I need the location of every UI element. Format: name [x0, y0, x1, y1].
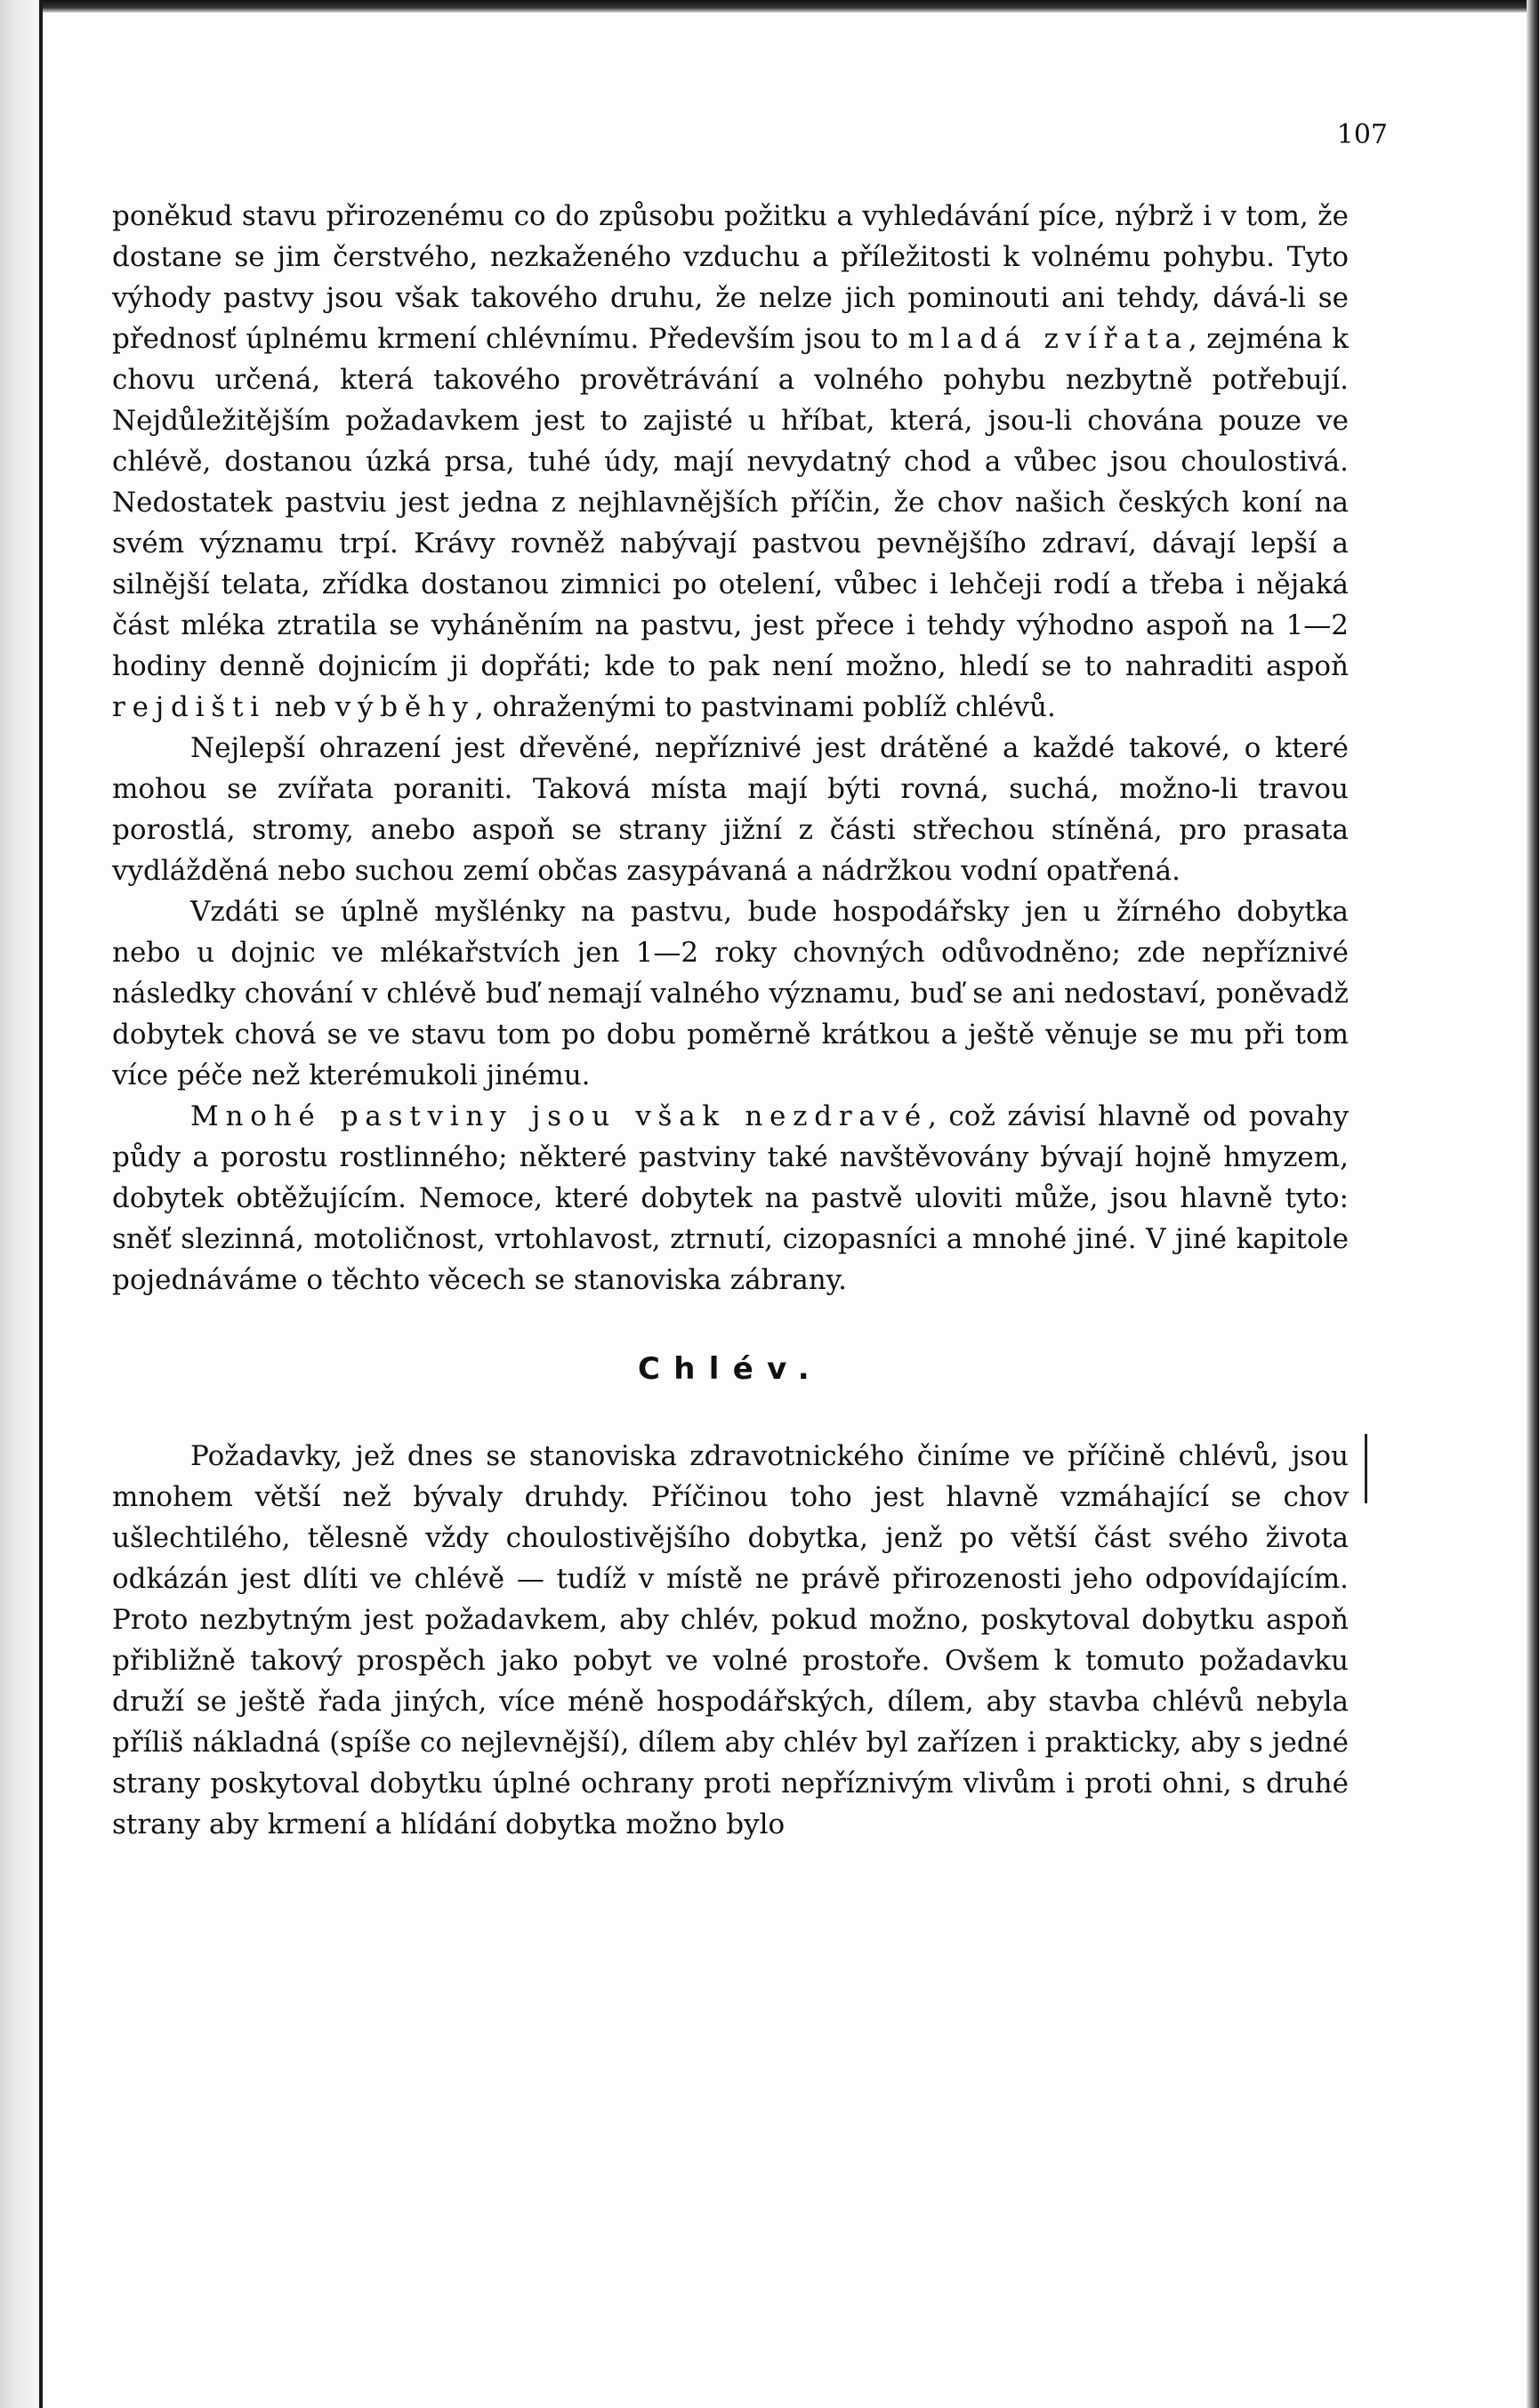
paragraph-1-rest: , zejména k chovu určená, která takového provětrávání a volného pohybu nezbytně potřebují. Nejdůležitějším požadavkem jest to zajisté u hříbat, která, jsou-li chována pouze ve chlévě, dostanou úzká prsa, tuhé údy, mají nevydatný chod a vůbec jsou choulostivá. Nedostatek pastviu jest jedna z nejhlavnějších příčin, že chov našich českých koní na svém významu trpí. Krávy rovněž nabývají pastvou pevnějšího zdraví, dávají lepší a silnější telata, zřídka dostanou zimnici po otelení, vůbec i lehčeji rodí a třeba i nějaká část mléka ztratila se vyháněním na pastvu, jest přece i tehdy výhodno aspoň na 1—2 hodiny denně dojnicím ji dopřáti; kde to pak není možno, hledí se to nahraditi aspoň	[112, 323, 1350, 682]
paragraph-4	[112, 1096, 1349, 1301]
paragraph-4-rest: , což závisí hlavně od povahy půdy a porostu rostlinného; některé pastviny také navštěvovány bývají hojně hmyzem, dobytek obtěžujícím. Nemoce, které dobytek na pastvě uloviti může, jsou hlavně tyto: sněť slezinná, motoličnost, vrtohlavost, ztrnutí, cizopasníci a mnohé jiné. V jiné kapitole pojednáváme o těchto věcech se stanoviska zábrany.	[112, 1100, 1349, 1296]
paragraph-5: Požadavky, jež dnes se stanoviska zdravotnického činíme ve příčině chlévů, jsou mnohem větší než bývaly druhdy. Příčinou toho jest hlavně vzmáhající se chov ušlechtilého, tělesně vždy choulostivějšího dobytka, jenž po větší část svého života odkázán jest dlíti ve chlévě — tudíž v místě ne právě přirozenosti jeho odpovídajícím. Proto nezbytným jest požadavkem, aby chlév, pokud možno, poskytoval dobytku aspoň přibližně takový prospěch jako pobyt ve volné prostoře. Ovšem k tomuto požadavku druží se ještě řada jiných, více méně hospodářských, dílem, aby stavba chlévů nebyla příliš nákladná (spíše co nejlevnější), dílem aby chlév byl zařízen i prakticky, aby s jedné strany poskytoval dobytku úplné ochrany proti nepříznivým vlivům i proti ohni, s druhé strany aby krmení a hlídání dobytka možno bylo	[112, 1440, 1349, 1840]
paragraph-1-end: , ohraženými to pastvinami poblíž chlévů.	[474, 691, 1056, 723]
scan-top-edge	[0, 0, 1539, 12]
emphasis-mlada-zvirata: mladá zvířata	[907, 323, 1188, 355]
paragraph-1	[112, 196, 1349, 728]
paragraph-2: Nejlepší ohrazení jest dřevěné, nepříznivé jest drátěné a každé takové, o které mohou se zvířata poraniti. Taková místa mají býti rovná, suchá, možno-li travou porostlá, stromy, anebo aspoň se strany jižní z části střechou stíněná, pro prasata vydlážděná nebo suchou zemí občas zasypávaná a nádržkou vodní opatřená.	[112, 732, 1349, 887]
paragraph-3: Vzdáti se úplně myšlénky na pastvu, bude hospodářsky jen u žírného dobytka nebo u dojnic ve mlékařstvích jen 1—2 roky chovných odůvodněno; zde nepříznivé následky chování v chlévě buď nemají valného významu, buď se ani nedostaví, poněvadž dobytek chová se ve stavu tom po dobu poměrně krátkou a ještě věnuje se mu při tom více péče než kterémukoli jinému.	[112, 896, 1349, 1091]
margin-mark	[1365, 1434, 1367, 1503]
paragraph-1-text: poněkud stavu přirozenému co do způsobu požitku a vyhledávání píce, nýbrž i v tom, že dostane se jim čerstvého, nezkaženého vzduchu a příležitosti k volnému pohybu. Tyto výhody pastvy jsou však takového druhu, že nelze jich pominouti ani tehdy, dává-li se přednosť úplnému krmení chlévnímu. Především jsou to	[112, 200, 1349, 355]
emphasis-mnohe-pastviny: Mnohé pastviny jsou však nezdravé	[190, 1100, 928, 1132]
page-number: 107	[1336, 119, 1388, 150]
body-text	[112, 196, 1349, 1845]
section-heading: Chlév.	[638, 1351, 823, 1387]
emphasis-rejdisti: rejdišti	[112, 691, 266, 723]
emphasis-vybehy: výběhy	[334, 691, 475, 723]
scan-right-edge	[1527, 0, 1539, 2408]
paragraph-1-mid: neb	[265, 691, 335, 723]
scan-left-edge	[0, 0, 43, 2408]
